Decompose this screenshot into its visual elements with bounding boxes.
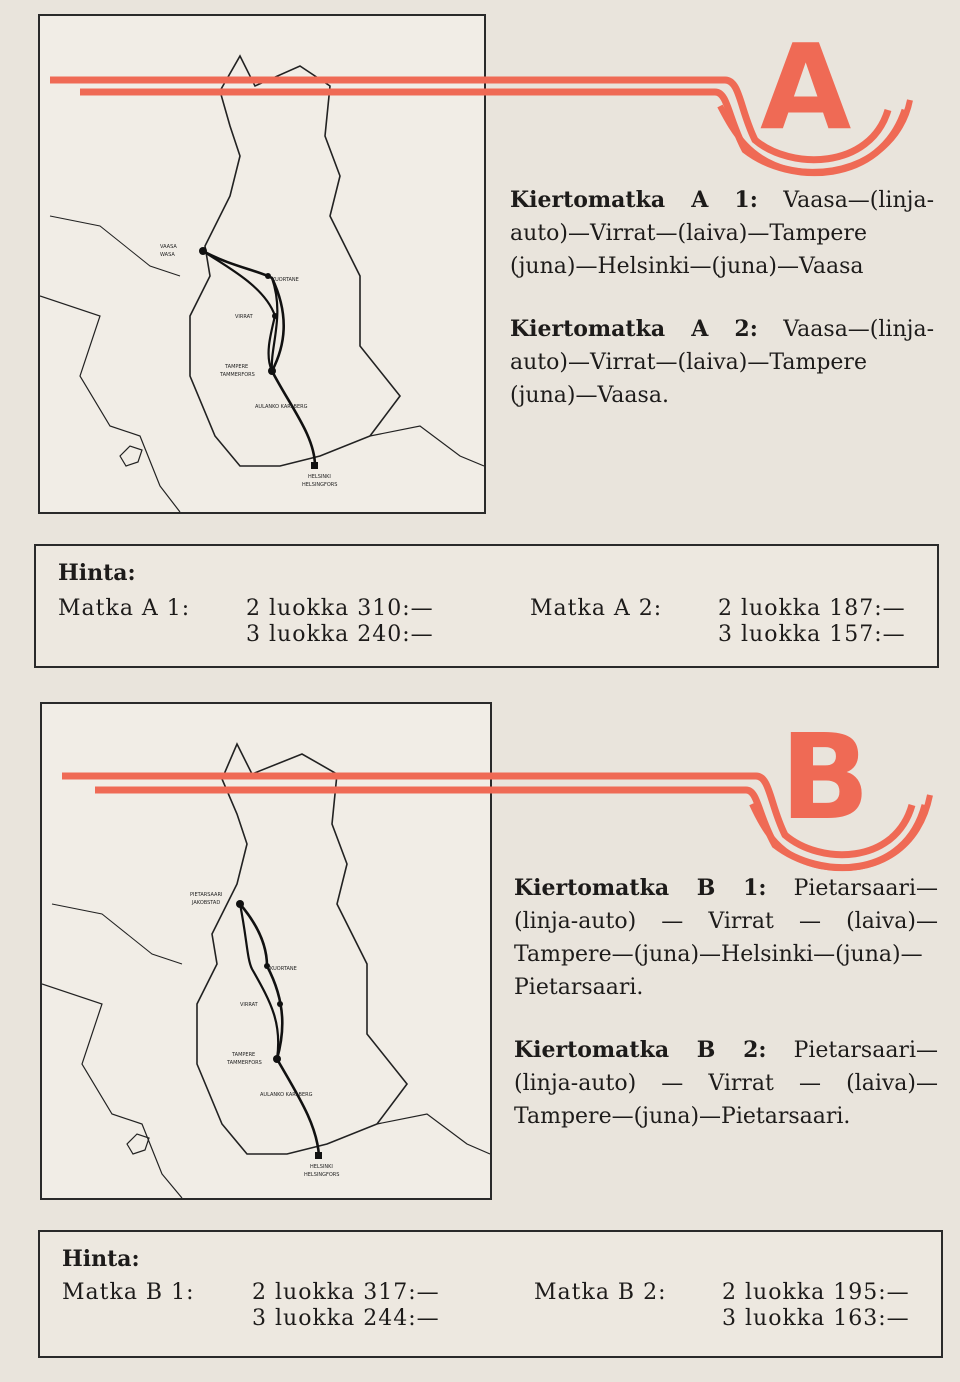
route-b2-text: Pietarsaari—(linja-auto) — Virrat — (laiva)—Tampere—(juna)—Pietarsaari. <box>514 1038 938 1129</box>
map-label-tampere: TAMPERE <box>225 364 249 370</box>
map-label-helsinki-b: HELSINKI <box>310 1164 333 1170</box>
route-a2-title: Kiertomatka A 2: <box>510 316 758 342</box>
price-title-a: Hinta: <box>58 560 136 586</box>
map-label-kuortane-b: KUORTANE <box>270 966 297 972</box>
map-label-pietarsaari: PIETARSAARI <box>190 892 223 898</box>
map-label-kuortane: KUORTANE <box>272 277 299 283</box>
map-label-tammerfors-b: TAMMERFORS <box>227 1060 262 1066</box>
price-b1-class2: 2 luokka 317:— <box>252 1280 440 1305</box>
price-b2-class2: 2 luokka 195:— <box>722 1280 910 1305</box>
price-trip-b2: Matka B 2: <box>534 1280 667 1305</box>
price-trip-a2: Matka A 2: <box>530 596 663 621</box>
price-a2-class3: 3 luokka 157:— <box>718 622 906 647</box>
map-label-wasa: WASA <box>160 252 175 258</box>
route-b1 <box>514 872 938 1004</box>
price-trip-a1: Matka A 1: <box>58 596 191 621</box>
price-b1-class3: 3 luokka 244:— <box>252 1306 440 1331</box>
price-box-b <box>38 1230 943 1358</box>
map-label-aulanko-b: AULANKO KARLBERG <box>260 1092 313 1098</box>
map-label-virrat-b: VIRRAT <box>240 1002 258 1008</box>
map-label-helsinki: HELSINKI <box>308 474 331 480</box>
price-title-b: Hinta: <box>62 1246 140 1272</box>
route-b1-text: Pietarsaari—(linja-auto) — Virrat — (laiva)—Tampere—(juna)—Helsinki—(juna)—Pietarsaari. <box>514 876 938 1000</box>
price-a2-class2: 2 luokka 187:— <box>718 596 906 621</box>
map-label-helsingfors-b: HELSINGFORS <box>304 1172 340 1178</box>
price-trip-b1: Matka B 1: <box>62 1280 195 1305</box>
price-a1-class2: 2 luokka 310:— <box>246 596 434 621</box>
route-a1-title: Kiertomatka A 1: <box>510 187 758 213</box>
map-label-jakobstad: JAKOBSTAD <box>192 900 221 906</box>
route-description-b <box>514 872 938 1163</box>
route-a2-text: Vaasa—(linja-auto)—Virrat—(laiva)—Tampere (juna)—Vaasa. <box>510 317 934 408</box>
route-a1-text: Vaasa—(linja-auto)—Virrat—(laiva)—Tampere (juna)—Helsinki—(juna)—Vaasa <box>510 188 934 279</box>
map-label-aulanko: AULANKO KARLBERG <box>255 404 308 410</box>
map-label-helsingfors: HELSINGFORS <box>302 482 338 488</box>
route-b2 <box>514 1034 938 1133</box>
price-b2-class3: 3 luokka 163:— <box>722 1306 910 1331</box>
map-label-vaasa: VAASA <box>160 244 177 250</box>
map-label-tammerfors: TAMMERFORS <box>220 372 255 378</box>
map-label-tampere-b: TAMPERE <box>232 1052 256 1058</box>
section-letter-b: B <box>780 708 870 846</box>
route-b1-title: Kiertomatka B 1: <box>514 875 767 901</box>
section-letter-a: A <box>760 18 852 156</box>
price-a1-class3: 3 luokka 240:— <box>246 622 434 647</box>
map-label-virrat: VIRRAT <box>235 314 253 320</box>
route-b2-title: Kiertomatka B 2: <box>514 1037 767 1063</box>
